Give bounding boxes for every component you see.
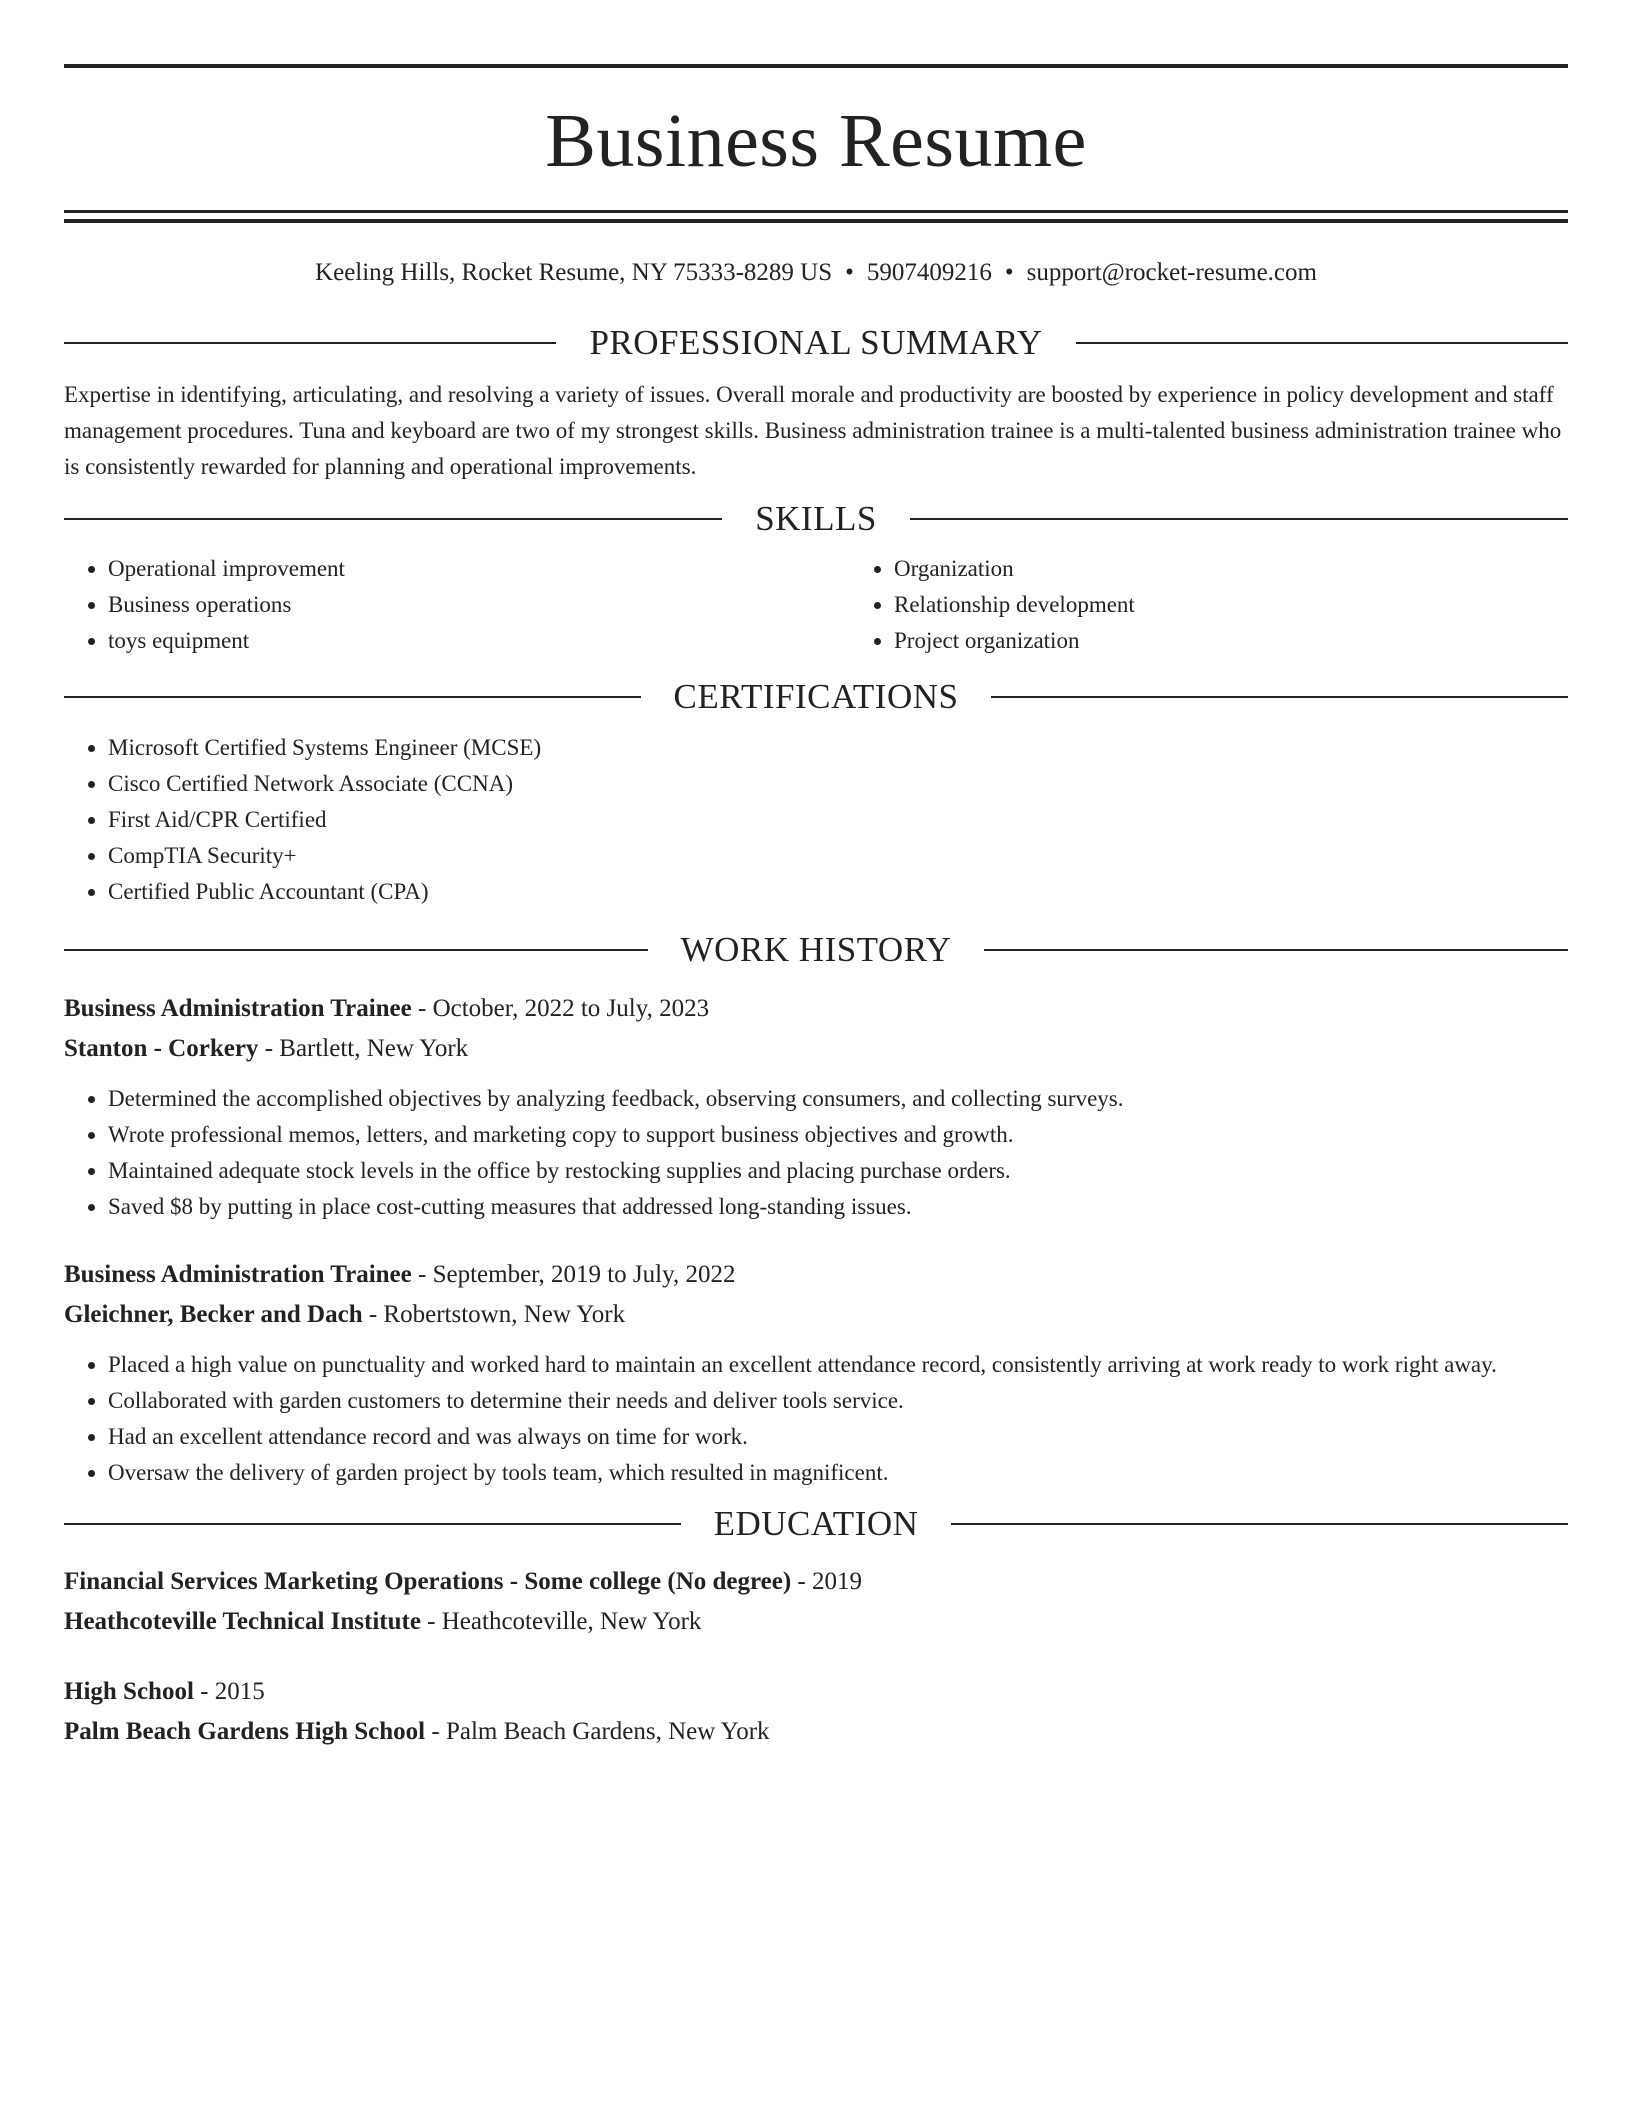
job-title-line <box>64 989 1568 1029</box>
contact-phone: 5907409216 <box>866 259 992 286</box>
heading-rule-right <box>991 696 1568 698</box>
job-location: - Bartlett, New York <box>258 1035 469 1062</box>
job-duties-list <box>64 1081 1568 1225</box>
skills-grid <box>64 551 1568 659</box>
job-company: Gleichner, Becker and Dach <box>64 1301 363 1328</box>
summary-heading-title: PROFESSIONAL SUMMARY <box>589 323 1043 362</box>
job-duty-item: • Oversaw the delivery of garden project by tools team, which resulted in magnificent. <box>108 1455 1568 1491</box>
job-duty-item: • Wrote professional memos, letters, and marketing copy to support business objectives and growth. <box>108 1117 1568 1153</box>
title-rule-upper <box>64 210 1568 213</box>
job-duty-item: • Maintained adequate stock levels in the office by restocking supplies and placing purchase orders. <box>108 1153 1568 1189</box>
summary-text: Expertise in identifying, articulating, and resolving a variety of issues. Overall morale and productivity are boosted by experience in policy development and staff management procedures. Tuna and keyboard are two of my strongest skills. Business administration trainee is a multi-talented business administration trainee who is consistently rewarded for planning and operational improvements. <box>64 382 1562 479</box>
certification-item: • Cisco Certified Network Associate (CCNA) <box>108 766 1568 802</box>
contact-address: Keeling Hills, Rocket Resume, NY 75333-8289 US <box>315 259 833 286</box>
skill-item: • Business operations <box>108 587 850 623</box>
education-entry <box>64 1562 1568 1642</box>
education-school: Palm Beach Gardens High School <box>64 1718 426 1745</box>
job-duty-item: • Saved $8 by putting in place cost-cutting measures that addressed long-standing issues. <box>108 1189 1568 1225</box>
certification-item: • Microsoft Certified Systems Engineer (MCSE) <box>108 730 1568 766</box>
education-heading <box>64 1504 1568 1544</box>
job-company-line <box>64 1029 1568 1069</box>
skill-item: • Organization <box>894 551 1568 587</box>
education-location: - Palm Beach Gardens, New York <box>425 1718 770 1745</box>
skill-item: • Relationship development <box>894 587 1568 623</box>
heading-rule-right <box>951 1523 1568 1525</box>
job-duty-item: • Collaborated with garden customers to determine their needs and deliver tools service. <box>108 1383 1568 1419</box>
job-dates: - September, 2019 to July, 2022 <box>411 1261 736 1288</box>
education-entry <box>64 1672 1568 1752</box>
skills-heading-title: SKILLS <box>755 499 877 538</box>
education-year: - 2015 <box>193 1678 265 1705</box>
skills-heading <box>64 499 1568 539</box>
job-dates: - October, 2022 to July, 2023 <box>411 995 710 1022</box>
job-title: Business Administration Trainee <box>64 1261 412 1288</box>
education-school-line <box>64 1602 1568 1642</box>
skills-list-left <box>64 551 850 659</box>
top-rule <box>64 64 1568 68</box>
education-location: - Heathcoteville, New York <box>420 1608 702 1635</box>
education-degree-line <box>64 1562 1568 1602</box>
certifications-heading-title: CERTIFICATIONS <box>673 677 959 716</box>
certifications-list <box>64 730 1568 910</box>
heading-rule-left <box>64 1523 681 1525</box>
contact-email: support@rocket-resume.com <box>1026 259 1317 286</box>
work-history-heading <box>64 930 1568 970</box>
job-title-line <box>64 1255 1568 1295</box>
certification-item: • CompTIA Security+ <box>108 838 1568 874</box>
heading-rule-left <box>64 949 648 951</box>
certifications-heading <box>64 677 1568 717</box>
heading-rule-left <box>64 342 556 344</box>
job-company: Stanton - Corkery <box>64 1035 259 1062</box>
title-rule-lower <box>64 219 1568 223</box>
resume-title: Business Resume <box>545 99 1087 183</box>
job-location: - Robertstown, New York <box>362 1301 626 1328</box>
education-heading-title: EDUCATION <box>713 1504 919 1543</box>
job-title: Business Administration Trainee <box>64 995 412 1022</box>
summary-heading <box>64 323 1568 363</box>
education-degree: Financial Services Marketing Operations - Some college (No degree) <box>64 1568 792 1595</box>
skills-list-right <box>850 551 1568 659</box>
heading-rule-right <box>984 949 1568 951</box>
skill-item: • Project organization <box>894 623 1568 659</box>
heading-rule-right <box>910 518 1568 520</box>
heading-rule-left <box>64 696 641 698</box>
heading-rule-right <box>1076 342 1568 344</box>
education-degree: High School <box>64 1678 194 1705</box>
skill-item: • toys equipment <box>108 623 850 659</box>
job-entry <box>64 989 1568 1225</box>
certification-item: • First Aid/CPR Certified <box>108 802 1568 838</box>
education-school-line <box>64 1712 1568 1752</box>
work-history-heading-title: WORK HISTORY <box>680 930 952 969</box>
job-duty-item: • Determined the accomplished objectives by analyzing feedback, observing consumers, and collecting surveys. <box>108 1081 1568 1117</box>
skill-item: • Operational improvement <box>108 551 850 587</box>
job-company-line <box>64 1295 1568 1335</box>
certification-item: • Certified Public Accountant (CPA) <box>108 874 1568 910</box>
job-duty-item: • Placed a high value on punctuality and worked hard to maintain an excellent attendance record, consistently arriving at work ready to work right away. <box>108 1347 1568 1383</box>
education-degree-line <box>64 1672 1568 1712</box>
job-entry <box>64 1255 1568 1491</box>
contact-separator: • <box>1004 259 1014 286</box>
job-duty-item: • Had an excellent attendance record and was always on time for work. <box>108 1419 1568 1455</box>
education-school: Heathcoteville Technical Institute <box>64 1608 421 1635</box>
contact-separator: • <box>845 259 854 286</box>
education-year: - 2019 <box>791 1568 862 1595</box>
contact-line <box>64 258 1568 288</box>
job-duties-list <box>64 1347 1568 1491</box>
heading-rule-left <box>64 518 722 520</box>
